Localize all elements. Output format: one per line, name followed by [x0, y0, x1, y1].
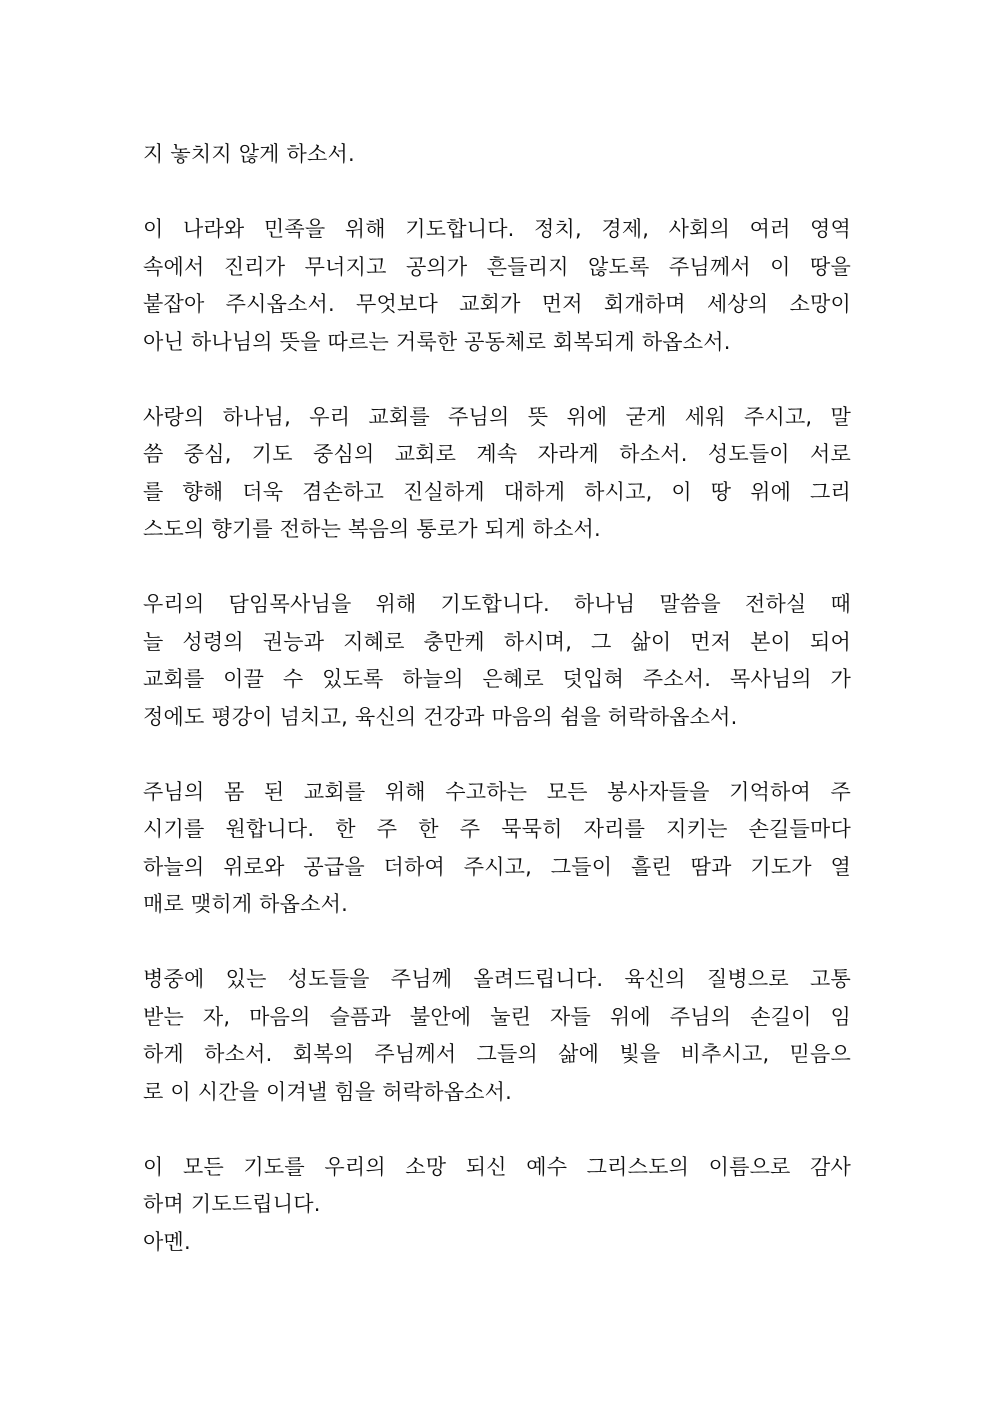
text-line: 를 향해 더욱 겸손하고 진실하게 대하게 하시고, 이 땅 위에 그리: [143, 479, 851, 504]
text-line: 받는 자, 마음의 슬픔과 불안에 눌린 자들 위에 주님의 손길이 임: [143, 1004, 851, 1029]
text-line: 하늘의 위로와 공급을 더하여 주시고, 그들이 흘린 땀과 기도가 열: [143, 854, 851, 879]
text-line: 이 나라와 민족을 위해 기도합니다. 정치, 경제, 사회의 여러 영역: [143, 217, 851, 241]
paragraph-sick: [143, 961, 851, 1111]
text-line: 우리의 담임목사님을 위해 기도합니다. 하나님 말씀을 전하실 때: [143, 592, 851, 616]
text-line: 하며 기도드립니다.: [143, 1192, 321, 1216]
text-line: 정에도 평강이 넘치고, 육신의 건강과 마음의 쉼을 허락하옵소서.: [143, 704, 738, 729]
text-line: 스도의 향기를 전하는 복음의 통로가 되게 하소서.: [143, 517, 601, 541]
text-line: 주님의 몸 된 교회를 위해 수고하는 모든 봉사자들을 기억하여 주: [143, 779, 851, 804]
paragraph-church: [143, 399, 851, 549]
text-line: 매로 맺히게 하옵소서.: [143, 892, 348, 916]
text-line: 교회를 이끌 수 있도록 하늘의 은혜로 덧입혀 주소서. 목사님의 가: [143, 667, 851, 691]
paragraph-closing-fragment: [143, 136, 851, 174]
text-line: 속에서 진리가 무너지고 공의가 흔들리지 않도록 주님께서 이 땅을: [143, 254, 851, 279]
text-line: 하게 하소서. 회복의 주님께서 그들의 삶에 빛을 비추시고, 믿음으: [143, 1042, 851, 1066]
text-line: 시기를 원합니다. 한 주 한 주 묵묵히 자리를 지키는 손길들마다: [143, 817, 851, 841]
text-line: 아닌 하나님의 뜻을 따르는 거룩한 공동체로 회복되게 하옵소서.: [143, 329, 731, 354]
paragraph-amen: [143, 1224, 851, 1262]
text-line: 늘 성령의 권능과 지혜로 충만케 하시며, 그 삶이 먼저 본이 되어: [143, 629, 851, 654]
text-line: 로 이 시간을 이겨낼 힘을 허락하옵소서.: [143, 1079, 513, 1104]
text-line: 병중에 있는 성도들을 주님께 올려드립니다. 육신의 질병으로 고통: [143, 967, 851, 991]
text-line: 이 모든 기도를 우리의 소망 되신 예수 그리스도의 이름으로 감사: [143, 1154, 851, 1179]
text-line: 사랑의 하나님, 우리 교회를 주님의 뜻 위에 굳게 세워 주시고, 말: [143, 404, 851, 429]
amen-text: 아멘.: [143, 1229, 191, 1254]
document-body: [143, 136, 851, 1261]
text-line: 씀 중심, 기도 중심의 교회로 계속 자라게 하소서. 성도들이 서로: [143, 442, 851, 466]
paragraph-pastor: [143, 586, 851, 736]
paragraph-nation: [143, 211, 851, 361]
paragraph-closing-prayer: [143, 1149, 851, 1224]
paragraph-volunteers: [143, 774, 851, 924]
text-line: 지 놓치지 않게 하소서.: [143, 142, 355, 166]
text-line: 붙잡아 주시옵소서. 무엇보다 교회가 먼저 회개하며 세상의 소망이: [143, 292, 851, 316]
